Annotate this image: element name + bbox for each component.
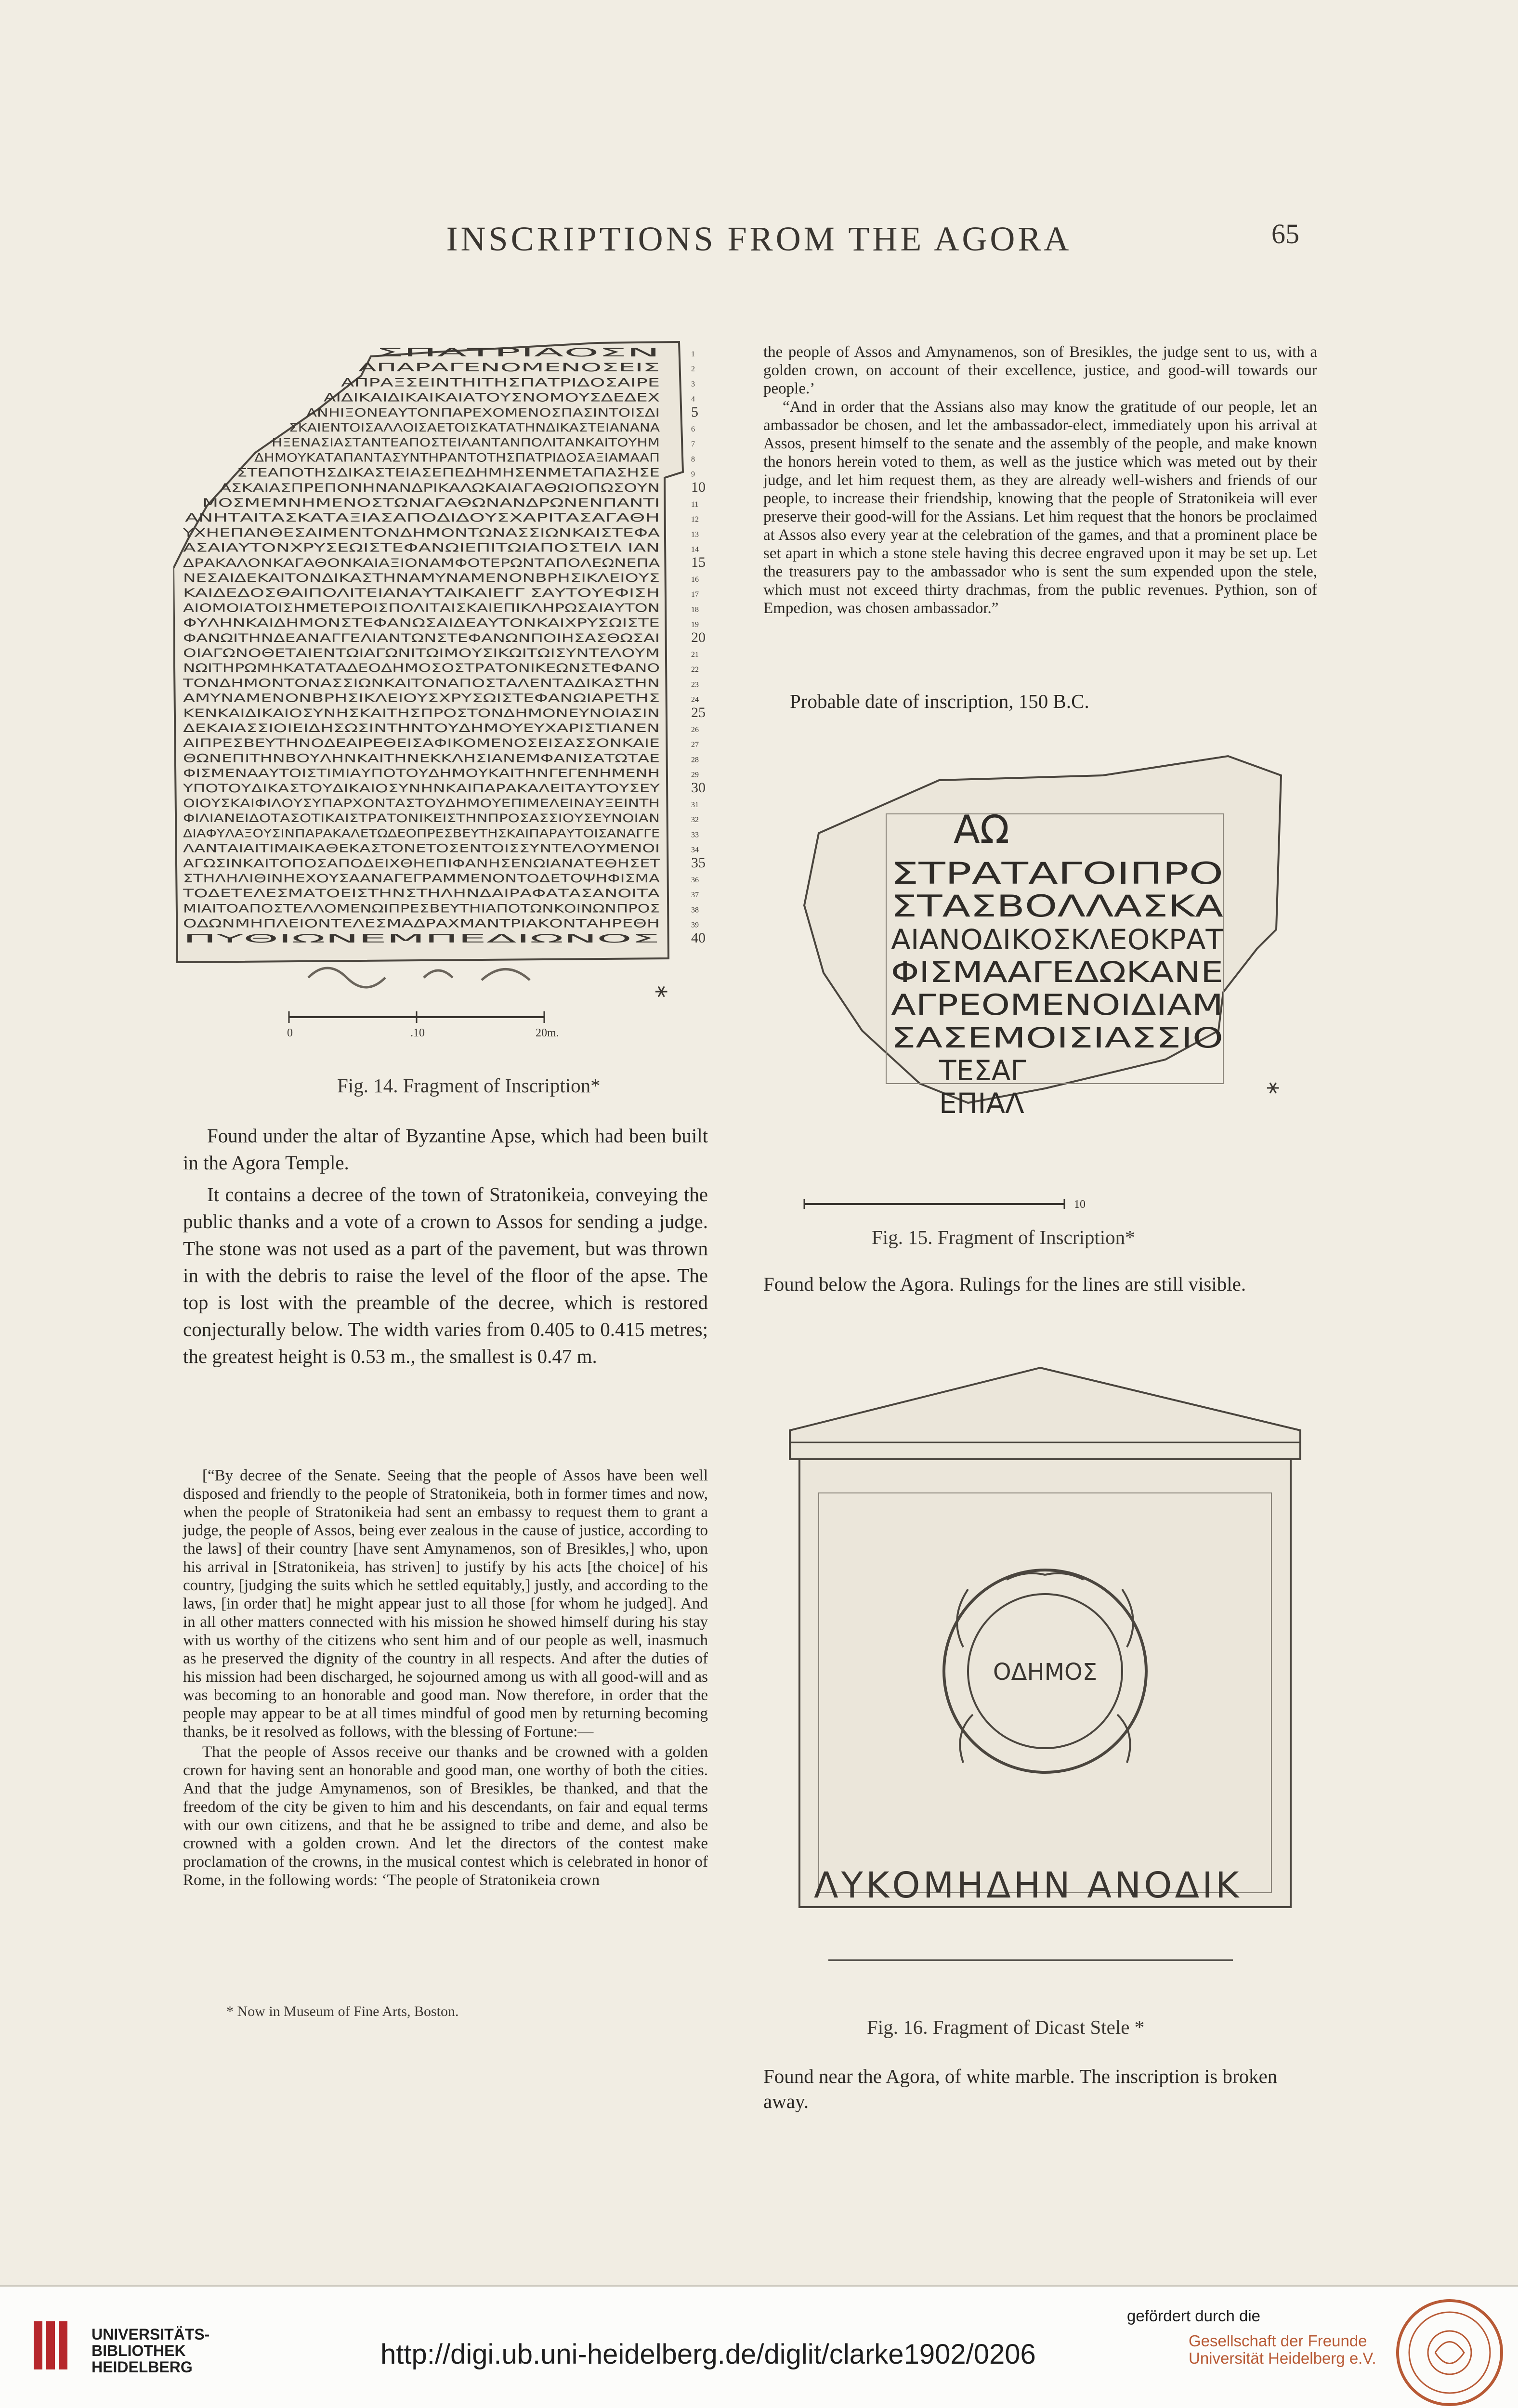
fig14-inscription-line: ΚΕΝΚΑΙΔΙΚΑΙΟΣΥΝΗΣΚΑΙΤΗΣΠΡΟΣΤΟΝΔΗΜΟΝΕΥΝΟΙΑΣΙΝ <box>183 706 660 720</box>
left-translation-text <box>183 1466 708 1891</box>
fig14-scale-label-0: 0 <box>287 1027 293 1039</box>
fig14-line-number: 29 <box>691 771 699 779</box>
fig14-line-number: 17 <box>691 590 699 599</box>
fig14-line-number: 34 <box>691 846 699 854</box>
fig14-line-number: 30 <box>691 779 706 796</box>
fig15-inscription-line: ΑΓΡΕΟΜΕΝΟΙΔΙΑΜ <box>891 988 1223 1022</box>
fig14-line-number: 2 <box>691 365 695 374</box>
fig14-line-number: 1 <box>691 350 695 358</box>
fig14-scale-label-20: 20m. <box>536 1027 559 1039</box>
right-body-text <box>763 343 1317 617</box>
society-line-2: Universität Heidelberg e.V. <box>1189 2349 1376 2367</box>
fig15-inscription-line: ΑΩ <box>954 807 1009 852</box>
fig14-inscription-line: ΣΚΑΙΕΝΤΟΙΣΑΛΛΟΙΣΑΕΤΟΙΣΚΑΤΑΤΗΝΔΙΚΑΣΤΕΙΑΝΑΝΑ <box>289 421 660 434</box>
right-paragraph-continued: the people of Assos and Amynamenos, son of Bresikles, the judge sent to us, with a golden crown, on account of their excellence, justice, and good-will towards our people.’ <box>763 343 1317 397</box>
fig14-line-number: 15 <box>691 554 706 570</box>
fig14-asterisk-mark: ⚹ <box>655 978 668 1002</box>
fig14-line-number: 21 <box>691 651 699 659</box>
fig14-line-number: 22 <box>691 666 699 674</box>
probable-date: Probable date of inscription, 150 B.C. <box>790 690 1089 712</box>
fig14-inscription-line: ΑΓΩΣΙΝΚΑΙΤΟΠΟΣΑΠΟΔΕΙΧΘΗΕΠΙΦΑΝΗΣΕΝΩΙΑΝΑΤΕΘΗΣΕΤ <box>183 856 660 870</box>
fig15-inscription-line: ΦΙΣΜΑΑΓΕΔΩΚΑΝΕ <box>891 955 1223 989</box>
university-logo-icon <box>29 2316 77 2374</box>
page-number: 65 <box>1271 218 1299 249</box>
fig14-inscription-line: ΛΑΝΤΑΙΑΙΤΙΜΑΙΚΑΘΕΚΑΣΤΟΝΕΤΟΣΕΝΤΟΙΣΣΥΝΤΕΛΟΥΜΕΝΟΙ <box>183 841 660 855</box>
fig15-inscription-line: ΑΙΑΝΟΔΙΚΟΣΚΛΕΟΚΡΑΤ <box>891 923 1224 956</box>
fig14-inscription-line: ΣΤΗΛΗΛΙΘΙΝΗΕΧΟΥΣΑΑΝΑΓΕΓΡΑΜΜΕΝΟΝΤΟΔΕΤΟΨΗΦΙΣΜΑ <box>183 872 660 885</box>
fig16-stele-drawing <box>780 1358 1310 2008</box>
fig14-line-number: 7 <box>691 440 695 449</box>
fig14-inscription-line: ΑΝΗΙΞΟΝΕΑΥΤΟΝΠΑΡΕΧΟΜΕΝΟΣΠΑΣΙΝΤΟΙΣΔΙ <box>306 406 660 419</box>
fig16-bottom-inscription: ΛΥΚΟΜΗΔΗΝ ΑΝΟΔΙΚ <box>814 1865 1242 1906</box>
fig14-inscription-line: ΔΗΜΟΥΚΑΤΑΠΑΝΤΑΣΥΝΤΗΡΑΝΤΟΤΗΣΠΑΤΡΙΔΟΣΑΞΙΑΜΑΑΠ <box>254 451 660 465</box>
fig14-line-number: 32 <box>691 816 699 824</box>
fig14-inscription-drawing <box>173 337 713 1060</box>
society-name <box>1189 2332 1376 2367</box>
fig14-line-number: 3 <box>691 380 695 389</box>
fig14-inscription-line: ΚΑΙΔΕΔΟΣΘΑΙΠΟΛΙΤΕΙΑΝΑΥΤΑΙΚΑΙΕΓΓ ΣΑΥΤΟΥΕΦΙΣΗ <box>183 586 660 600</box>
fig15-scale-label: 10 <box>1074 1198 1086 1211</box>
fig14-inscription-line: ΟΙΟΥΣΚΑΙΦΙΛΟΥΣΥΠΑΡΧΟΝΤΑΣΤΟΥΔΗΜΟΥΕΠΙΜΕΛΕΙΝΑΥΞΕΙΝΤΗ <box>183 797 660 810</box>
fig16-wreath-text: ΟΔΗΜΟΣ <box>993 1659 1098 1686</box>
fig14-line-number: 23 <box>691 681 699 689</box>
fig14-line-number: 24 <box>691 695 699 704</box>
page-title: INSCRIPTIONS FROM THE AGORA <box>446 220 1072 258</box>
fig14-line-number: 4 <box>691 395 695 404</box>
fig14-line-number: 33 <box>691 831 699 839</box>
fig14-caption: Fig. 14. Fragment of Inscription* <box>337 1074 601 1097</box>
fig14-line-number: 26 <box>691 726 699 734</box>
fig14-line-number: 38 <box>691 906 699 915</box>
fig14-line-number: 40 <box>691 929 706 946</box>
fig14-inscription-line: ΑΙΟΜΟΙΑΤΟΙΣΗΜΕΤΕΡΟΙΣΠΟΛΙΤΑΙΣΚΑΙΕΠΙΚΛΗΡΩΣΑΙΑΥΤΟΝ <box>183 601 660 615</box>
fig14-line-number: 25 <box>691 704 706 720</box>
fig14-line-number: 8 <box>691 455 695 464</box>
fig14-inscription-line: ΑΣΚΑΙΑΣΠΡΕΠΟΝΗΝΑΝΔΡΙΚΑΛΩΚΑΙΑΓΑΘΩΙΟΠΩΣΟΥΝ <box>220 481 660 495</box>
footer-divider <box>0 2285 1518 2287</box>
fig14-line-number: 37 <box>691 891 699 900</box>
fig15-note: Found below the Agora. Rulings for the lines are still visible. <box>763 1273 1246 1295</box>
fig14-inscription-line: ΦΥΛΗΝΚΑΙΔΗΜΟΝΣΤΕΦΑΝΩΣΑΙΔΕΑΥΤΟΝΚΑΙΧΡΥΣΩΙΣΤΕ <box>183 616 660 630</box>
fig14-inscription-line: ΣΠΑΤΡΙΑΟΣΝ <box>376 346 660 359</box>
fig14-ornament <box>308 968 530 987</box>
fig14-inscription-line: ΑΙΠΡΕΣΒΕΥΤΗΝΟΔΕΑΙΡΕΘΕΙΣΑΦΙΚΟΜΕΝΟΣΕΙΣΑΣΣΟΝΚΑΙΕ <box>183 736 660 750</box>
fig15-inscription-line: ΣΤΡΑΤΑΓΟΙΠΡΟ <box>891 856 1223 891</box>
right-paragraph-ambassador: “And in order that the Assians also may know the gratitude of our people, let an ambassador be chosen, and let the ambassador-elect, immediately upon his arrival at Assos, present himself to the senate and the assembly of the people, and make known the honors herein voted to them, as well as the justice which was meted out by their judge, and let him request them, as they are already well-wishers and friends of our people, to increase their friendship, knowing that the people of Stratonikeia will ever preserve their good-will for the Assians. Let him request that the honors be proclaimed at Assos also every year at the celebration of the games, and that a prominent place be set apart in which a stone stele having this decree engraved upon it may be set up. Let the treasurers pay to the ambassador who is sent the sum expended upon the stele, which must not exceed thirty drachmas, from the public revenues. Pythion, son of Empedion, was chosen ambassador.” <box>763 398 1317 617</box>
fig14-line-number: 5 <box>691 404 698 420</box>
translation-paragraph-1: [“By decree of the Senate. Seeing that the people of Assos have been well disposed and friendly to the people of Stratonikeia, both in former times and now, when the people of Stratonikeia had sent an embassy to request them to grant a judge, the people of Assos, being ever zealous in the cause of justice, according to the laws] of their country [have sent Amynamenos, son of Bresikles,] who, upon his arrival in [Stratonikeia, has striven] to justify by his acts [the choice] of his country, [judging the suits which he settled equitably,] justly, and according to the laws, [in order that] he might appear just to all those [for whom he judged]. And in all other matters connected with his mission he showed himself during his stay with us worthy of the citizens who sent him and of our people as well, inasmuch as he preserved the dignity of the country in all respects. And after the duties of his mission had been discharged, he sojourned among us with all good-will and as was becoming to an honorable and good man. Now therefore, in order that the people may appear to be at all times mindful of good men by returning becoming thanks, be it resolved as follows, with the blessing of Fortune:— <box>183 1467 708 1741</box>
fig14-inscription-line: ΤΟΝΔΗΜΟΝΤΟΝΑΣΣΙΩΝΚΑΙΤΟΝΑΠΟΣΤΑΛΕΝΤΑΔΙΚΑΣΤΗΝ <box>182 676 660 690</box>
fig14-line-number: 9 <box>691 470 695 479</box>
fig14-inscription-line: ΟΔΩΝΜΗΠΛΕΙΟΝΤΕΛΕΣΜΑΔΡΑΧΜΑΝΤΡΙΑΚΟΝΤΑΗΡΕΘΗ <box>183 916 660 930</box>
fig14-line-number: 13 <box>691 530 699 539</box>
fig14-scale-label-10: .10 <box>410 1027 425 1039</box>
fig14-inscription-line: ΝΕΣΑΙΔΕΚΑΙΤΟΝΔΙΚΑΣΤΗΝΑΜΥΝΑΜΕΝΟΝΒΡΗΣΙΚΛΕΙΟΥΣ <box>183 571 660 585</box>
footnote: * Now in Museum of Fine Arts, Boston. <box>226 2003 459 2019</box>
fig14-inscription-line: ΤΟΔΕΤΕΛΕΣΜΑΤΟΕΙΣΤΗΝΣΤΗΛΗΝΔΑΙΡΑΦΑΤΑΣΑΝΟΙΤΑ <box>182 887 660 901</box>
fig16-note: Found near the Agora, of white marble. The inscription is broken away. <box>763 2065 1278 2112</box>
fig14-line-number: 12 <box>691 515 699 524</box>
translation-paragraph-2: That the people of Assos receive our thanks and be crowned with a golden crown for having sent an honorable and good man, one worthy of both the cities. And that the judge Amynamenos, son of Bresikles, be thanked, and that the freedom of the city be given to him and his descendants, on fair and equal terms with our own citizens, and that he be assigned to tribe and deme, and also be crowned with a golden crown. And let the directors of the contest make proclamation of the crowns, in the musical contest which is celebrated in honor of Rome, in the following words: ‘The people of Stratonikeia crown <box>183 1743 708 1889</box>
fig14-inscription-line: ΟΙΑΓΩΝΟΘΕΤΑΙΕΝΤΩΙΑΓΩΝΙΤΩΙΜΟΥΣΙΚΩΙΤΩΙΣΥΝΤΕΛΟΥΜ <box>183 646 660 660</box>
fig14-inscription-line: ΦΙΣΜΕΝΑΑΥΤΟΙΣΤΙΜΙΑΥΠΟΤΟΥΔΗΜΟΥΚΑΙΤΗΝΓΕΓΕΝΗΜΕΝΗ <box>183 766 660 780</box>
fig15-inscription-line: ΣΑΣΕΜΟΙΣΙΑΣΣΙΟ <box>891 1021 1223 1054</box>
supported-by-label: gefördert durch die <box>1127 2307 1261 2325</box>
fig14-inscription-line: ΘΩΝΕΠΙΤΗΝΒΟΥΛΗΝΚΑΙΤΗΝΕΚΚΛΗΣΙΑΝΕΜΦΑΝΙΣΑΤΩΤΑΕ <box>183 751 660 765</box>
fig16-caption: Fig. 16. Fragment of Dicast Stele * <box>867 2016 1145 2038</box>
fig15-inscription-line: ΕΠΙΑΛ <box>939 1087 1024 1120</box>
fig14-inscription-line: ΑΣΑΙΑΥΤΟΝΧΡΥΣΕΩΙΣΤΕΦΑΝΩΙΕΠΙΤΩΙΑΠΟΣΤΕΙΛ ΙΑΝ <box>183 541 660 555</box>
fig14-line-number: 28 <box>691 756 699 764</box>
fig14-inscription-line: ΔΕΚΑΙΑΣΣΙΟΙΕΙΔΗΣΩΣΙΝΤΗΝΤΟΥΔΗΜΟΥΕΥΧΑΡΙΣΤΙΑΝΕΝ <box>183 721 660 735</box>
fig15-inscription-drawing <box>795 722 1291 1214</box>
fig14-line-number: 39 <box>691 921 699 929</box>
university-line-3: HEIDELBERG <box>92 2358 193 2376</box>
fig15-asterisk-mark: ⚹ <box>1267 1074 1280 1099</box>
permalink-url[interactable]: http://digi.ub.uni-heidelberg.de/diglit/clarke1902/0206 <box>380 2339 1036 2370</box>
fig14-inscription-line: ΑΠΡΑΞΣΕΙΝΤΗΙΤΗΣΠΑΤΡΙΔΟΣΑΙΡΕ <box>341 376 660 390</box>
fig14-inscription-line: ΑΜΥΝΑΜΕΝΟΝΒΡΗΣΙΚΛΕΙΟΥΣΧΡΥΣΩΙΣΤΕΦΑΝΩΙΑΡΕΤΗΣ <box>183 691 660 705</box>
fig14-inscription-line: ΗΞΕΝΑΣΙΑΣΤΑΝΤΕΑΠΟΣΤΕΙΛΑΝΤΑΝΠΟΛΙΤΑΝΚΑΙΤΟΥΗΜ <box>272 436 660 450</box>
fig14-line-number: 31 <box>691 801 699 809</box>
fig14-line-number: 18 <box>691 605 699 614</box>
society-line-1: Gesellschaft der Freunde <box>1189 2332 1367 2350</box>
fig14-inscription-line: ΥΧΗΕΠΑΝΘΕΣΑΙΜΕΝΤΟΝΔΗΜΟΝΤΩΝΑΣΣΙΩΝΚΑΙΣΤΕΦΑ <box>182 526 660 540</box>
fig14-inscription-line: ΣΤΕΑΠΟΤΗΣΔΙΚΑΣΤΕΙΑΣΕΠΕΔΗΜΗΣΕΝΜΕΤΑΠΑΣΗΣΕ <box>237 466 660 480</box>
fig16-pediment <box>790 1368 1300 1459</box>
fig14-line-number: 35 <box>691 854 706 871</box>
fig14-inscription-line: ΑΙΔΙΚΑΙΔΙΚΑΙΚΑΙΑΤΟΥΣΝΟΜΟΥΣΔΕΔΕΧ <box>324 391 660 405</box>
fig14-inscription-line: ΑΝΗΤΑΙΤΑΣΚΑΤΑΞΙΑΣΑΠΟΔΙΔΟΥΣΧΑΡΙΤΑΣΑΓΑΘΗ <box>185 511 660 525</box>
fig14-line-numbers <box>691 350 706 946</box>
left-body-text <box>183 1122 708 1374</box>
university-line-1: UNIVERSITÄTS- <box>92 2326 210 2343</box>
fig14-line-number: 36 <box>691 876 699 884</box>
fig14-inscription-line: ΝΩΙΤΗΡΩΜΗΚΑΤΑΤΑΔΕΟΔΗΜΟΣΟΣΤΡΑΤΟΝΙΚΕΩΝΣΤΕΦΑΝΟ <box>183 661 660 675</box>
university-line-2: BIBLIOTHEK <box>92 2342 186 2359</box>
fig14-inscription-line: ΑΠΑΡΑΓΕΝΟΜΕΝΟΣΕΙΣ <box>358 361 660 375</box>
fig14-inscription-line: ΔΡΑΚΑΛΟΝΚΑΓΑΘΟΝΚΑΙΑΞΙΟΝΑΜΦΟΤΕΡΩΝΤΑΠΟΛΕΩΝΕΠΑ <box>183 556 660 570</box>
fig14-line-number: 10 <box>691 479 706 495</box>
fig15-inscription-line: ΣΤΑΣΒΟΛΛΑΣΚΑ <box>891 889 1223 924</box>
fig14-line-number: 20 <box>691 629 706 645</box>
fig14-line-number: 27 <box>691 741 699 749</box>
fig14-line-number: 19 <box>691 620 699 629</box>
fig15-caption: Fig. 15. Fragment of Inscription* <box>872 1226 1135 1248</box>
fig14-inscription-line: ΜΟΣΜΕΜΝΗΜΕΝΟΣΤΩΝΑΓΑΘΩΝΑΝΔΡΩΝΕΝΠΑΝΤΙ <box>202 496 660 510</box>
fig14-line-number: 14 <box>691 545 699 554</box>
fig14-inscription-line: ΜΙΑΙΤΟΑΠΟΣΤΕΛΛΟΜΕΝΩΙΠΡΕΣΒΕΥΤΗΙΑΠΟΤΩΝΚΟΙΝΩΝΠΡΟΣ <box>183 902 660 916</box>
fig15-inscription-line: ΤΕΣΑΓ <box>939 1054 1026 1087</box>
society-seal-icon <box>1394 2297 1505 2408</box>
fig14-line-number: 16 <box>691 576 699 584</box>
paragraph-found-under: Found under the altar of Byzantine Apse, which had been built in the Agora Temple. <box>183 1125 708 1174</box>
fig14-inscription-line: ΦΑΝΩΙΤΗΝΔΕΑΝΑΓΓΕΛΙΑΝΤΩΝΣΤΕΦΑΝΩΝΠΟΙΗΣΑΣΘΩΣΑΙ <box>183 631 660 645</box>
fig14-line-number: 11 <box>691 500 699 509</box>
fig14-inscription-line: ΦΙΛΙΑΝΕΙΔΟΤΑΣΟΤΙΚΑΙΣΤΡΑΤΟΝΙΚΕΙΣΤΗΝΠΡΟΣΑΣΣΙΟΥΣΕΥΝΟΙΑΝ <box>183 811 660 825</box>
university-name <box>92 2326 209 2375</box>
fig14-inscription-line: ΠΥΘΙΩΝΕΜΠΕΔΙΩΝΟΣ <box>183 931 660 945</box>
fig14-inscription-line: ΔΙΑΦΥΛΑΞΟΥΣΙΝΠΑΡΑΚΑΛΕΤΩΔΕΟΠΡΕΣΒΕΥΤΗΣΚΑΙΠΑΡΑΥΤΟΙΣΑΝΑΓΓΕ <box>183 826 660 840</box>
fig14-line-number: 6 <box>691 425 695 433</box>
paragraph-contains-decree: It contains a decree of the town of Stratonikeia, conveying the public thanks and a vote of a crown to Assos for sending a judge. The stone was not used as a part of the pavement, but was thrown in with the debris to raise the level of the floor of the apse. The top is lost with the preamble of the decree, which is restored conjecturally below. The width varies from 0.405 to 0.415 metres; the greatest height is 0.53 m., the smallest is 0.47 m. <box>183 1183 708 1367</box>
fig14-inscription-line: ΥΠΟΤΟΥΔΙΚΑΣΤΟΥΔΙΚΑΙΟΣΥΝΗΝΚΑΙΠΑΡΑΚΑΛΕΙΤΑΥΤΟΥΣΕΥ <box>182 781 660 795</box>
